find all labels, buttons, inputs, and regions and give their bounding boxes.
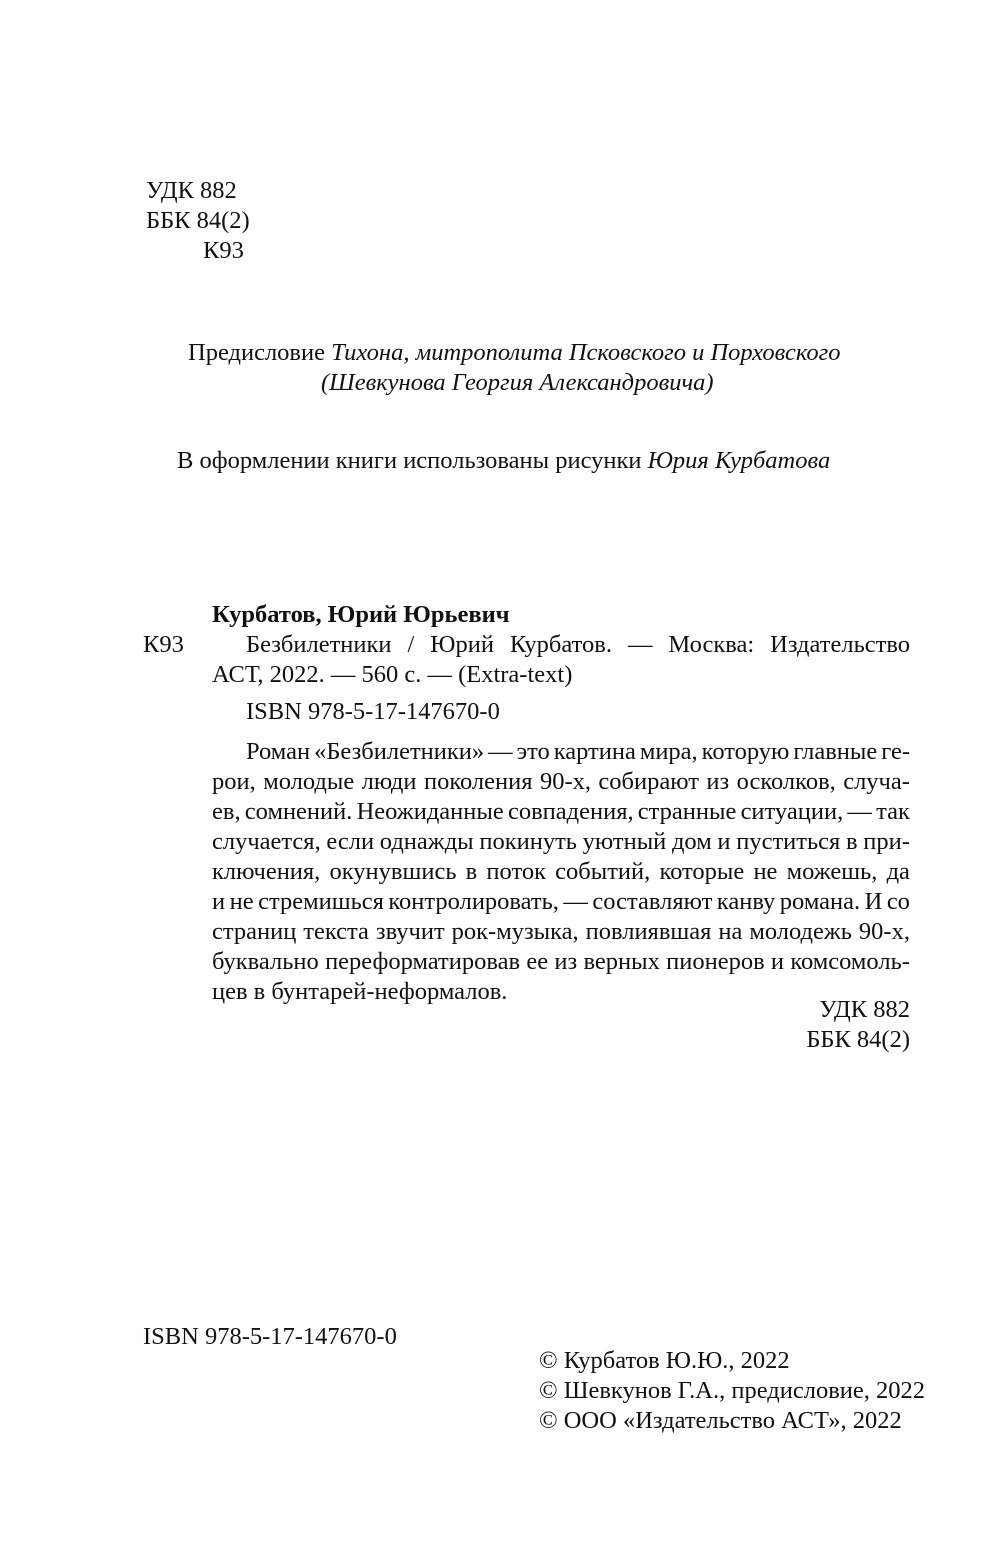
biblio-word: Курбатов. bbox=[509, 631, 612, 658]
isbn-bottom: ISBN 978-5-17-147670-0 bbox=[143, 1323, 397, 1350]
preface-author-name: Тихона, митрополита Псковского и Порховского bbox=[331, 339, 841, 366]
annotation-line: страниц текста звучит рок-музыка, повлиявшая на молодежь 90-х, bbox=[212, 918, 910, 945]
preface-prefix: Предисловие bbox=[188, 339, 325, 366]
biblio-word: Юрий bbox=[430, 631, 494, 658]
copyright-line: © Курбатов Ю.Ю., 2022 bbox=[539, 1347, 790, 1374]
bbk-code-bottom: ББК 84(2) bbox=[806, 1026, 910, 1053]
annotation bbox=[212, 737, 910, 1007]
annotation-line: случается, если однажды покинуть уютный дом и пуститься в при- bbox=[212, 828, 910, 855]
bbk-code-top: ББК 84(2) bbox=[146, 207, 250, 234]
copyright-line: © ООО «Издательство АСТ», 2022 bbox=[539, 1407, 902, 1434]
illustrations-text: В оформлении книги использованы рисунки bbox=[177, 447, 642, 474]
udk-code-bottom: УДК 882 bbox=[819, 996, 910, 1023]
annotation-line: буквально переформатировав ее из верных пионеров и комсомоль- bbox=[212, 948, 910, 975]
copyright-block bbox=[539, 1346, 925, 1436]
isbn-record: ISBN 978-5-17-147670-0 bbox=[246, 698, 500, 725]
biblio-word: / bbox=[407, 631, 415, 658]
author-mark-top: К93 bbox=[203, 237, 244, 264]
annotation-line: ключения, окунувшись в поток событий, которые не можешь, да bbox=[212, 858, 910, 885]
annotation-line: ев, сомнений. Неожиданные совпадения, странные ситуации, — так bbox=[212, 798, 910, 825]
author-mark-record: К93 bbox=[143, 631, 184, 658]
biblio-word: Издательство bbox=[770, 631, 910, 658]
annotation-line: рои, молодые люди поколения 90-х, собирают из осколков, случа- bbox=[212, 768, 910, 795]
preface-author-fullname: (Шевкунова Георгия Александровича) bbox=[321, 369, 714, 396]
annotation-line: и не стремишься контролировать, — составляют канву романа. И со bbox=[212, 888, 910, 915]
biblio-word: Москва: bbox=[668, 631, 755, 658]
preface-credit bbox=[188, 338, 840, 368]
copyright-line: © Шевкунов Г.А., предисловие, 2022 bbox=[539, 1377, 925, 1404]
author-heading: Курбатов, Юрий Юрьевич bbox=[212, 601, 510, 628]
annotation-line: Роман «Безбилетники» — это картина мира, которую главные ге- bbox=[246, 738, 910, 765]
illustrations-artist: Юрия Курбатова bbox=[647, 447, 831, 474]
bibliographic-description-line1 bbox=[246, 630, 910, 660]
bibliographic-description-line2: АСТ, 2022. — 560 с. — (Extra-text) bbox=[212, 661, 573, 688]
biblio-word: Безбилетники bbox=[246, 631, 392, 658]
udk-code-top: УДК 882 bbox=[146, 177, 237, 204]
illustrations-credit bbox=[177, 446, 830, 476]
annotation-line: цев в бунтарей-неформалов. bbox=[212, 978, 508, 1005]
biblio-word: — bbox=[627, 631, 653, 658]
